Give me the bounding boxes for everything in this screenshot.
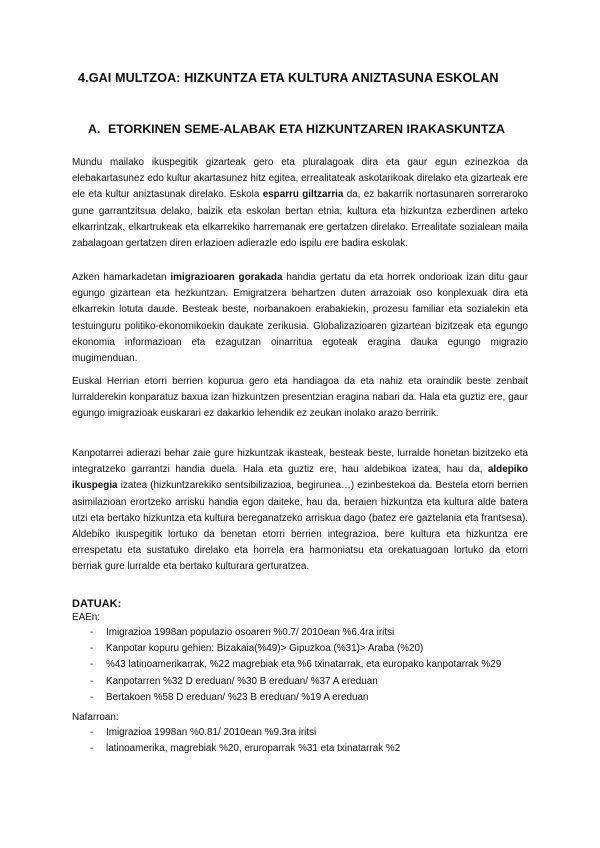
paragraph-text: Kanpotarrei adierazi behar zaie gure hizkuntzak ikasteak, besteak beste, lurralde honetan bizitzeko eta integratzeko garrantzi handia duela. Hala eta guztiz ere, hau aldebikoa izatea, hau da, xyxy=(72,448,528,476)
dash-bullet: - xyxy=(90,691,94,703)
paragraph-text: handia gertatu da eta horrek ondorioak izan ditu gaur egungo gizartean eta hezkuntzan. Emigratzera behartzen duten arrazoiak oso konplexuak dira eta elkarrekin lotuta daude. Besteak beste, norbanakoen erabakiekin, prozesu familiar eta sozialekin eta testuinguru politiko-ekonomikoekin daukate zerikusia. Globalizazioaren gizartean bizitzeak eta egungo ekonomia informazioan eta ezagutzan oinarritua egoteak eragina dauka egungo migrazio mugimenduan. xyxy=(72,272,529,365)
dash-bullet: - xyxy=(90,659,94,671)
dash-bullet: - xyxy=(90,675,94,687)
list-item-text: %43 latinoamerikarrak, %22 magrebiak eta %6 txinatarrak, eta europako kanpotarrak %29 xyxy=(106,659,502,671)
paragraph-3: Euskal Herrian etorri berrien kopurua gero eta handiagoa da eta nahiz eta oraindik beste zenbait lurralderekin konparatuz baxua izan hizkuntzen presentzian eragina nabari da. Hala eta guztiz ere, gaur egungo imigrazioak euskarari ez dakarkio lehendik ez zeukan inolako arazo berririk. xyxy=(72,376,528,420)
list-item-text: latinoamerika, magrebiak %20, eruroparrak %31 eta txinatarrak %2 xyxy=(106,743,401,755)
list-item-text: Kanpotarren %32 D ereduan/ %30 B ereduan/ %37 A ereduan xyxy=(106,675,378,687)
paragraph-2 xyxy=(72,270,528,367)
paragraph-1 xyxy=(72,155,528,252)
bold-phrase: imigrazioaren gorakada xyxy=(170,272,283,283)
paragraph-text: Mundu mailako ikuspegitik gizarteak gero eta pluralagoak dira eta gaur egun ezinezkoa da elebakartasunez edo kultur akartasunez hitz egitea, errealitateak askotarikoak direlako eta gizarteak ere ele eta kultur aniztasunak direlako. Eskola xyxy=(72,157,528,201)
dash-bullet: - xyxy=(90,627,94,638)
dash-bullet: - xyxy=(90,727,94,738)
datuak-heading: DATUAK: xyxy=(72,598,122,610)
list-item-text: Kanpotar kopuru gehien: Bizakaia(%49)> Gipuzkoa (%31)> Araba (%20) xyxy=(106,643,424,655)
list-item-text: Imigrazioa 1998an populazio osoaren %0.7/ 2010ean %6.4ra iritsi xyxy=(106,627,395,638)
bold-phrase: esparru giltzarria xyxy=(262,189,344,201)
paragraph-text: Azken hamarkadetan xyxy=(72,272,171,283)
bold-phrase: aldepiko ikuspegia xyxy=(72,464,528,492)
paragraph-4 xyxy=(72,446,528,576)
list-item xyxy=(72,625,532,641)
region-label-nafarroa: Nafarroan: xyxy=(72,712,119,723)
eaen-list xyxy=(72,625,532,706)
list-item-text: Bertakoen %58 D ereduan/ %23 B ereduan/ %19 A ereduan xyxy=(106,691,369,703)
list-item xyxy=(72,674,532,690)
dash-bullet: - xyxy=(90,643,94,655)
list-item xyxy=(72,641,532,657)
page-title: 4.GAI MULTZOA: HIZKUNTZA ETA KULTURA ANIZTASUNA ESKOLAN xyxy=(78,71,499,85)
paragraph-text: da, ez bakarrik nortasunaren sorreraroko gune garrantzitsua delako, baizik eta eskolan bertan etnia, kultura eta hizkuntza ezberdinen arteko elkarrintzak, elkartrukeak eta elkarrekiko harremanak ere gertatzen direlako. Errealitate sozialean maila zabalagoan gertatzen diren erlazioen adierazle edo ispilu ere badira eskolak. xyxy=(72,189,528,250)
dash-bullet: - xyxy=(90,743,94,755)
paragraph-text: izatea (hizkuntzarekiko sentsibilizazioa, begirunea…) ezinbestekoa da. Bestela etorri berrien asimilazioan erortzeko arrisku handia egon daiteke, hau da, beraien hizkuntza eta kultura alde batera utzi eta bertako hizkuntza eta kultura bereganatzeko arriskua dago (batez ere gaztelania eta frantsesa). Aldebiko ikuspegitik lortuko da benetan etorri berrien integrazioa, bere kultura eta hizkuntza ere errespetatu eta sustatuko direlako eta horrela era harmoniatsu eta orekatuagoan lortuko da etorri berriak gure lurralde eta bertako kulturara gerturatzea. xyxy=(72,480,528,573)
list-item xyxy=(72,657,532,673)
section-title: ETORKINEN SEME-ALABAK ETA HIZKUNTZAREN IRAKASKUNTZA xyxy=(108,122,505,136)
nafarroa-list xyxy=(72,725,532,757)
section-letter: A. xyxy=(88,122,101,136)
list-item xyxy=(72,725,532,741)
list-item-text: Imigrazioa 1998an %0.81/ 2010ean %9.3ra iritsi xyxy=(106,727,317,738)
list-item xyxy=(72,690,532,706)
region-label-eaen: EAEn: xyxy=(72,612,100,623)
list-item xyxy=(72,741,532,757)
